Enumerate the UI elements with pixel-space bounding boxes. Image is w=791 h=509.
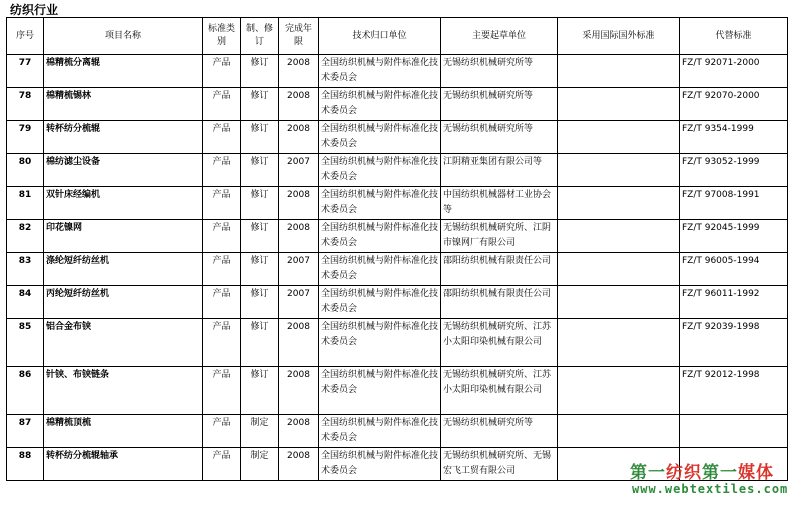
cell-intl xyxy=(558,187,680,220)
cell-type: 产品 xyxy=(203,415,241,448)
cell-replaces: FZ/T 96005-1994 xyxy=(680,253,788,286)
cell-committee: 全国纺织机械与附件标准化技术委员会 xyxy=(319,220,441,253)
cell-year: 2007 xyxy=(279,253,319,286)
col-header-year: 完成年限 xyxy=(279,18,319,55)
cell-committee: 全国纺织机械与附件标准化技术委员会 xyxy=(319,55,441,88)
cell-type: 产品 xyxy=(203,187,241,220)
cell-drafter: 邵阳纺织机械有限责任公司 xyxy=(441,286,558,319)
table-row xyxy=(7,154,788,187)
cell-replaces: FZ/T 92045-1999 xyxy=(680,220,788,253)
cell-intl xyxy=(558,220,680,253)
cell-drafter: 中国纺织机械器材工业协会等 xyxy=(441,187,558,220)
cell-drafter: 无锡纺织机械研究所、江苏小太阳印染机械有限公司 xyxy=(441,367,558,415)
cell-type: 产品 xyxy=(203,154,241,187)
watermark-url: www.webtextiles.com xyxy=(632,482,789,496)
cell-drafter: 无锡纺织机械研究所等 xyxy=(441,121,558,154)
cell-action: 修订 xyxy=(241,286,279,319)
cell-intl xyxy=(558,88,680,121)
cell-type: 产品 xyxy=(203,253,241,286)
cell-committee: 全国纺织机械与附件标准化技术委员会 xyxy=(319,121,441,154)
col-header-committee: 技术归口单位 xyxy=(319,18,441,55)
table-row xyxy=(7,415,788,448)
cell-action: 修订 xyxy=(241,55,279,88)
cell-year: 2008 xyxy=(279,220,319,253)
cell-action: 修订 xyxy=(241,367,279,415)
cell-type: 产品 xyxy=(203,121,241,154)
table-row xyxy=(7,55,788,88)
cell-year: 2007 xyxy=(279,154,319,187)
cell-action: 制定 xyxy=(241,448,279,481)
col-header-drafter: 主要起草单位 xyxy=(441,18,558,55)
cell-name: 涤纶短纤纺丝机 xyxy=(44,253,203,286)
cell-type: 产品 xyxy=(203,448,241,481)
cell-intl xyxy=(558,319,680,367)
cell-committee: 全国纺织机械与附件标准化技术委员会 xyxy=(319,187,441,220)
cell-no: 87 xyxy=(7,415,44,448)
cell-intl xyxy=(558,253,680,286)
col-header-intl: 采用国际国外标准 xyxy=(558,18,680,55)
cell-type: 产品 xyxy=(203,286,241,319)
cell-no: 78 xyxy=(7,88,44,121)
cell-committee: 全国纺织机械与附件标准化技术委员会 xyxy=(319,154,441,187)
cell-year: 2008 xyxy=(279,88,319,121)
cell-year: 2008 xyxy=(279,448,319,481)
cell-year: 2008 xyxy=(279,55,319,88)
cell-name: 针铗、布铗链条 xyxy=(44,367,203,415)
cell-replaces: FZ/T 9354-1999 xyxy=(680,121,788,154)
cell-intl xyxy=(558,55,680,88)
table-header-row xyxy=(7,18,788,55)
table-row xyxy=(7,220,788,253)
cell-action: 修订 xyxy=(241,88,279,121)
cell-intl xyxy=(558,286,680,319)
cell-type: 产品 xyxy=(203,55,241,88)
cell-type: 产品 xyxy=(203,220,241,253)
cell-drafter: 江阴精亚集团有限公司等 xyxy=(441,154,558,187)
cell-replaces: FZ/T 92070-2000 xyxy=(680,88,788,121)
cell-action: 修订 xyxy=(241,187,279,220)
cell-replaces: FZ/T 96011-1992 xyxy=(680,286,788,319)
table-row xyxy=(7,253,788,286)
cell-name: 丙纶短纤纺丝机 xyxy=(44,286,203,319)
cell-action: 修订 xyxy=(241,154,279,187)
watermark-logo: 第一纺织第一媒体 xyxy=(630,463,774,483)
table-row xyxy=(7,121,788,154)
col-header-type: 标准类别 xyxy=(203,18,241,55)
cell-committee: 全国纺织机械与附件标准化技术委员会 xyxy=(319,88,441,121)
cell-type: 产品 xyxy=(203,319,241,367)
table-row xyxy=(7,88,788,121)
cell-name: 转杯纺分梳辊轴承 xyxy=(44,448,203,481)
table-row xyxy=(7,286,788,319)
cell-drafter: 无锡纺织机械研究所、江阴市镍网厂有限公司 xyxy=(441,220,558,253)
cell-intl xyxy=(558,154,680,187)
table-row xyxy=(7,319,788,367)
col-header-name: 项目名称 xyxy=(44,18,203,55)
cell-replaces: FZ/T 97008-1991 xyxy=(680,187,788,220)
cell-replaces: FZ/T 92071-2000 xyxy=(680,55,788,88)
cell-year: 2008 xyxy=(279,121,319,154)
cell-year: 2008 xyxy=(279,187,319,220)
cell-replaces: FZ/T 92012-1998 xyxy=(680,367,788,415)
cell-name: 双针床经编机 xyxy=(44,187,203,220)
col-header-action: 制、修订 xyxy=(241,18,279,55)
cell-committee: 全国纺织机械与附件标准化技术委员会 xyxy=(319,253,441,286)
cell-name: 棉纺滤尘设备 xyxy=(44,154,203,187)
cell-name: 棉精梳锡林 xyxy=(44,88,203,121)
table-row xyxy=(7,187,788,220)
cell-committee: 全国纺织机械与附件标准化技术委员会 xyxy=(319,415,441,448)
cell-intl xyxy=(558,415,680,448)
cell-name: 棉精梳分离辊 xyxy=(44,55,203,88)
cell-drafter: 无锡纺织机械研究所、江苏小太阳印染机械有限公司 xyxy=(441,319,558,367)
cell-drafter: 无锡纺织机械研究所等 xyxy=(441,55,558,88)
cell-no: 88 xyxy=(7,448,44,481)
cell-name: 棉精梳顶梳 xyxy=(44,415,203,448)
table-row xyxy=(7,367,788,415)
cell-type: 产品 xyxy=(203,367,241,415)
cell-year: 2008 xyxy=(279,319,319,367)
cell-action: 修订 xyxy=(241,121,279,154)
cell-no: 83 xyxy=(7,253,44,286)
cell-intl xyxy=(558,367,680,415)
cell-action: 修订 xyxy=(241,253,279,286)
cell-type: 产品 xyxy=(203,88,241,121)
cell-no: 82 xyxy=(7,220,44,253)
cell-no: 86 xyxy=(7,367,44,415)
cell-drafter: 无锡纺织机械研究所、无锡宏飞工贸有限公司 xyxy=(441,448,558,481)
col-header-no: 序号 xyxy=(7,18,44,55)
cell-drafter: 无锡纺织机械研究所等 xyxy=(441,415,558,448)
cell-no: 79 xyxy=(7,121,44,154)
cell-committee: 全国纺织机械与附件标准化技术委员会 xyxy=(319,367,441,415)
watermark xyxy=(630,456,790,506)
col-header-replaces: 代替标准 xyxy=(680,18,788,55)
cell-committee: 全国纺织机械与附件标准化技术委员会 xyxy=(319,319,441,367)
cell-name: 印花镍网 xyxy=(44,220,203,253)
cell-year: 2008 xyxy=(279,367,319,415)
cell-no: 84 xyxy=(7,286,44,319)
cell-intl xyxy=(558,121,680,154)
cell-drafter: 无锡纺织机械研究所等 xyxy=(441,88,558,121)
cell-replaces: FZ/T 92039-1998 xyxy=(680,319,788,367)
cell-action: 制定 xyxy=(241,415,279,448)
cell-year: 2007 xyxy=(279,286,319,319)
section-title: 纺织行业 xyxy=(10,3,59,17)
cell-replaces: FZ/T 93052-1999 xyxy=(680,154,788,187)
cell-committee: 全国纺织机械与附件标准化技术委员会 xyxy=(319,286,441,319)
cell-year: 2008 xyxy=(279,415,319,448)
cell-action: 修订 xyxy=(241,220,279,253)
cell-no: 77 xyxy=(7,55,44,88)
cell-no: 81 xyxy=(7,187,44,220)
cell-name: 转杯纺分梳辊 xyxy=(44,121,203,154)
cell-no: 80 xyxy=(7,154,44,187)
cell-no: 85 xyxy=(7,319,44,367)
standards-table xyxy=(6,17,788,481)
cell-replaces xyxy=(680,415,788,448)
cell-drafter: 邵阳纺织机械有限责任公司 xyxy=(441,253,558,286)
cell-action: 修订 xyxy=(241,319,279,367)
cell-name: 铝合金布铗 xyxy=(44,319,203,367)
cell-committee: 全国纺织机械与附件标准化技术委员会 xyxy=(319,448,441,481)
